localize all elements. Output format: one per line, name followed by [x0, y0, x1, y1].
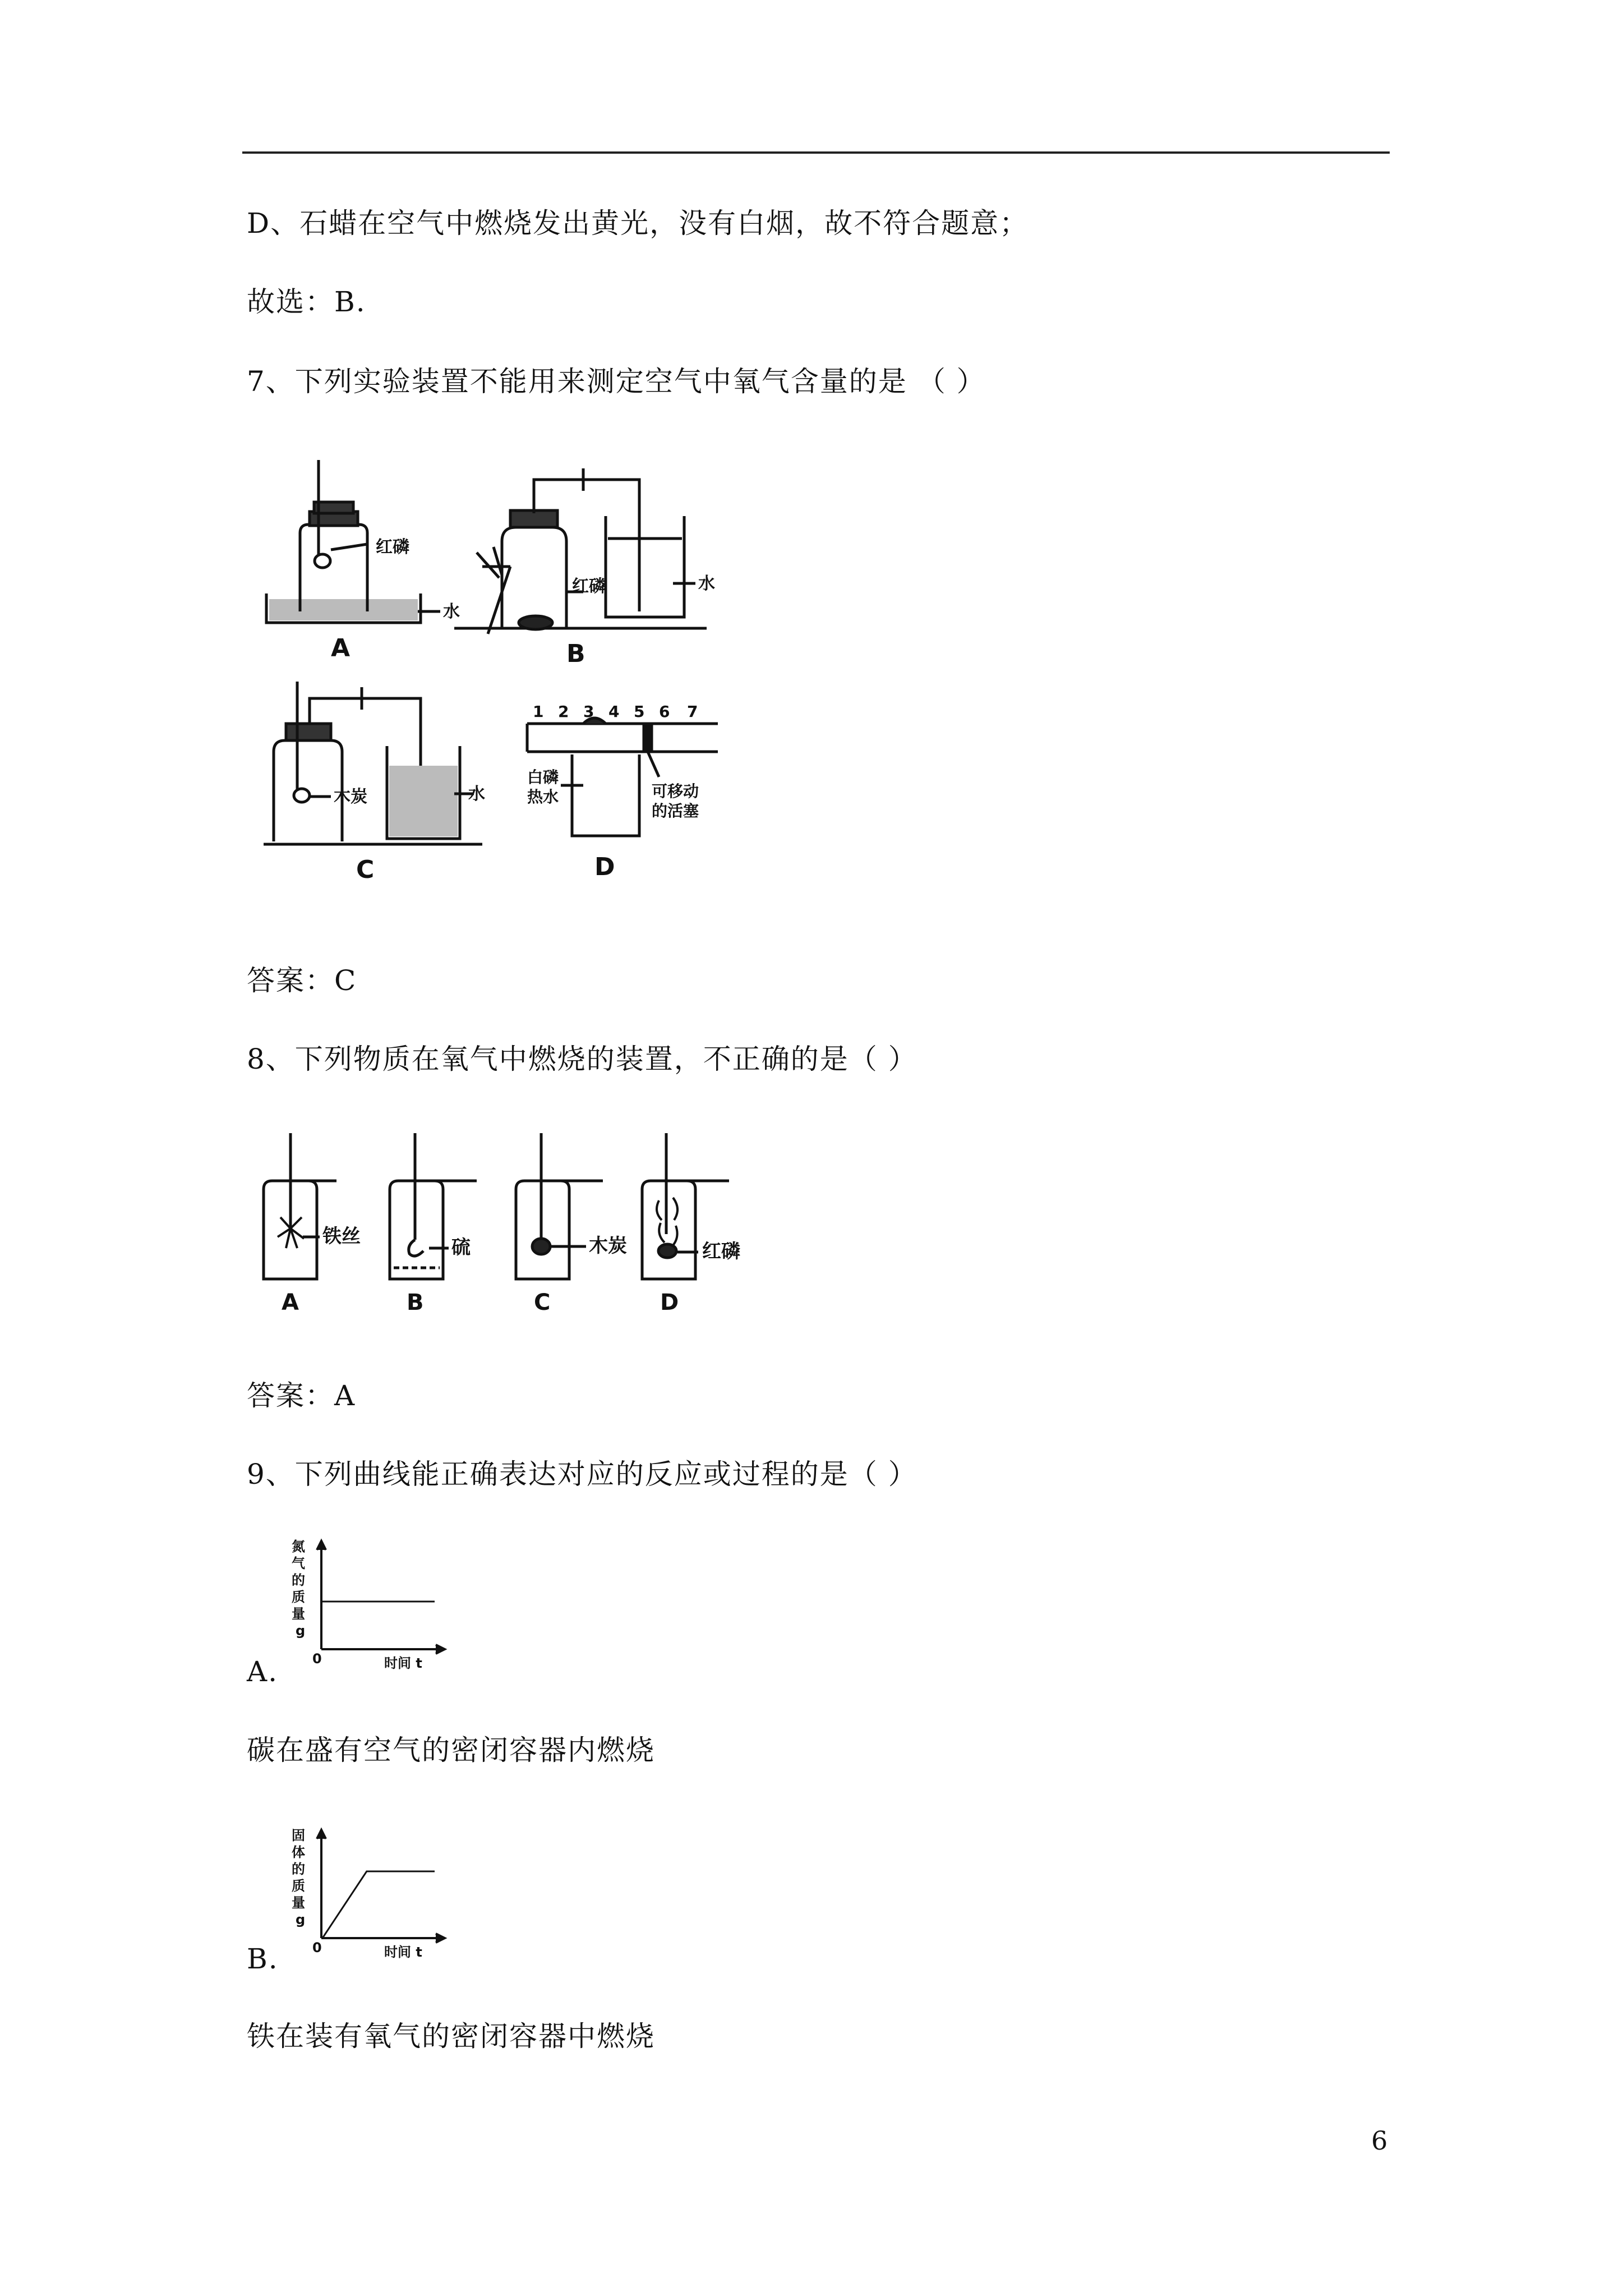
q9-graph-a: [283, 1534, 463, 1686]
q9-a-ylabel-char-4: 质: [292, 1589, 305, 1605]
q9-b-ylabel-char-5: 量: [292, 1895, 305, 1911]
q8-c-letter: C: [534, 1290, 551, 1315]
q9-b-ylabel-char-3: 的: [292, 1861, 305, 1877]
q7-a-letter: A: [331, 634, 351, 662]
q8-jar-a: [264, 1133, 336, 1279]
q8-jar-c: [516, 1133, 603, 1279]
q7-apparatus-c: [264, 682, 482, 844]
q7-c-label-charcoal: 木炭: [334, 787, 367, 807]
q7-d-letter: D: [594, 853, 615, 881]
q7-d-scale-5: 5: [634, 702, 645, 721]
q9-b-series-line: [322, 1871, 435, 1938]
q7-d-label-white-phosphorus: 白磷: [527, 768, 559, 786]
q8-combustion-figure: [247, 1128, 808, 1318]
q9-a-ylabel-unit: g: [296, 1623, 306, 1639]
q7-c-letter: C: [356, 855, 375, 884]
option-d-explanation: D、石蜡在空气中燃烧发出黄光，没有白烟，故不符合题意；: [247, 207, 1029, 240]
q8-answer: 答案：A: [247, 1379, 356, 1412]
q9-a-ylabel-char-1: 氮: [292, 1539, 305, 1554]
q8-c-label-charcoal: 木炭: [589, 1235, 627, 1257]
question-7: 7、下列实验装置不能用来测定空气中氧气含量的是 （ ）: [247, 365, 986, 398]
q9-a-ylabel-char-3: 的: [292, 1572, 305, 1588]
q7-d-scale-4: 4: [608, 702, 620, 721]
question-8: 8、下列物质在氧气中燃烧的装置，不正确的是（ ）: [247, 1043, 917, 1075]
q7-d-scale-6: 6: [659, 702, 670, 721]
q9-option-b-label: B.: [247, 1943, 279, 1975]
q9-b-ylabel-char-4: 质: [292, 1878, 305, 1894]
q9-b-xlabel: 时间 t: [384, 1944, 422, 1960]
q8-d-letter: D: [660, 1290, 679, 1315]
q9-b-ylabel-char-2: 体: [292, 1844, 305, 1860]
q7-c-label-water: 水: [468, 784, 485, 804]
q7-b-label-phosphorus: 红磷: [572, 577, 606, 596]
chosen-answer: 故选：B.: [247, 286, 366, 318]
q9-option-b-description: 铁在装有氧气的密闭容器中燃烧: [247, 2020, 655, 2053]
q7-d-scale-1: 1: [533, 702, 544, 721]
q7-apparatus-a: [266, 460, 440, 623]
q9-b-origin: 0: [312, 1940, 322, 1955]
q9-b-ylabel-char-1: 固: [292, 1828, 305, 1843]
q7-b-label-water: 水: [698, 574, 715, 593]
q8-b-label-sulfur: 硫: [451, 1236, 471, 1259]
q9-option-a-label: A.: [247, 1655, 279, 1688]
q9-a-x-arrow-icon: [436, 1645, 445, 1654]
q8-b-letter: B: [407, 1290, 424, 1315]
q8-a-letter: A: [282, 1290, 299, 1315]
q7-d-scale-2: 2: [558, 702, 569, 721]
q9-b-x-arrow-icon: [436, 1934, 445, 1943]
q7-answer: 答案：C: [247, 964, 357, 997]
header-rule: [242, 151, 1390, 154]
q7-d-label-piston: 的活塞: [652, 802, 699, 820]
q9-a-ylabel-char-5: 量: [292, 1606, 305, 1622]
q7-apparatus-figure: [247, 449, 751, 898]
q7-apparatus-b: [454, 468, 707, 634]
question-9: 9、下列曲线能正确表达对应的反应或过程的是（ ）: [247, 1458, 917, 1490]
q9-option-a-description: 碳在盛有空气的密闭容器内燃烧: [247, 1734, 655, 1766]
q9-b-y-arrow-icon: [317, 1830, 326, 1839]
q7-a-label-phosphorus: 红磷: [376, 537, 409, 557]
q7-b-letter: B: [566, 639, 585, 668]
q9-a-origin: 0: [312, 1651, 322, 1667]
q8-a-label-iron-wire: 铁丝: [322, 1225, 361, 1248]
page-number: 6: [1371, 2125, 1388, 2156]
q7-d-scale-3: 3: [583, 702, 594, 721]
q9-graph-b: [283, 1823, 463, 1975]
q9-a-xlabel: 时间 t: [384, 1655, 422, 1671]
q9-a-ylabel-char-2: 气: [292, 1556, 305, 1571]
q7-d-label-hot-water: 热水: [527, 788, 559, 806]
q8-d-label-red-phosphorus: 红磷: [702, 1240, 740, 1263]
q7-d-scale-7: 7: [687, 702, 698, 721]
q7-d-label-movable: 可移动: [652, 782, 699, 800]
q9-b-ylabel-unit: g: [296, 1912, 306, 1927]
q7-a-label-water: 水: [443, 602, 460, 622]
q9-a-y-arrow-icon: [317, 1541, 326, 1550]
